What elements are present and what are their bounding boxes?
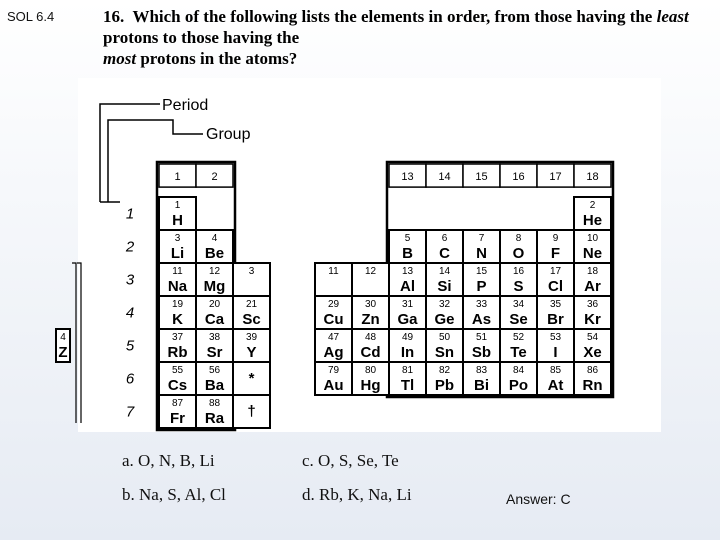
atomic-number: 50 <box>438 332 451 343</box>
atomic-number: 52 <box>512 332 525 343</box>
element-symbol: Bi <box>474 377 489 394</box>
atomic-number: 39 <box>245 332 258 343</box>
atomic-number: 14 <box>438 266 451 277</box>
element-symbol: Ag <box>323 344 344 361</box>
atomic-number: 11 <box>328 266 339 277</box>
element-symbol: Xe <box>583 344 602 361</box>
atomic-number: 82 <box>438 365 451 376</box>
period-number: 5 <box>125 337 135 355</box>
atomic-number: 31 <box>401 299 414 310</box>
element-symbol: Ba <box>204 377 225 394</box>
atomic-number: 88 <box>208 398 221 409</box>
element-symbol: F <box>550 245 561 262</box>
element-symbol: At <box>547 377 564 394</box>
element-symbol: Po <box>508 377 529 394</box>
element-symbol: S <box>513 278 524 295</box>
period-number: 7 <box>125 403 135 421</box>
element-symbol: Zn <box>361 311 380 328</box>
atomic-number: 5 <box>404 233 411 244</box>
element-symbol: Cs <box>167 377 188 394</box>
atomic-number: 3 <box>248 266 255 277</box>
choice-d[interactable]: d. Rb, K, Na, Li <box>302 485 412 504</box>
atomic-number: 85 <box>549 365 562 376</box>
atomic-number: 18 <box>586 266 599 277</box>
atomic-number: 32 <box>438 299 451 310</box>
element-symbol: Cl <box>548 278 563 295</box>
element-symbol: Ga <box>397 311 418 328</box>
element-symbol: Ra <box>204 410 225 427</box>
element-symbol: Mg <box>203 278 226 295</box>
element-symbol: B <box>402 245 413 262</box>
atomic-number: 13 <box>401 266 414 277</box>
element-symbol: K <box>172 311 183 328</box>
element-symbol: P <box>476 278 487 295</box>
atomic-number: 55 <box>171 365 184 376</box>
table-break-line <box>77 263 81 423</box>
answer-label: Answer: C <box>506 491 571 507</box>
element-symbol: C <box>439 245 450 262</box>
element-symbol: Fr <box>170 410 185 427</box>
question-number: 16. <box>103 7 125 26</box>
slide-tag: SOL 6.4 <box>7 9 55 24</box>
atomic-number: 21 <box>245 299 258 310</box>
group-number: 14 <box>438 171 451 183</box>
element-symbol: Cd <box>360 344 381 361</box>
atomic-number: 53 <box>549 332 562 343</box>
atomic-number: 16 <box>512 266 525 277</box>
element-symbol: Ca <box>204 311 225 328</box>
atomic-number: 3 <box>174 233 181 244</box>
element-symbol: * <box>248 370 255 387</box>
atomic-number: 2 <box>589 200 596 211</box>
group-label: Group <box>206 126 251 143</box>
element-symbol: Cu <box>323 311 344 328</box>
element-symbol: As <box>471 311 492 328</box>
atomic-number: 38 <box>208 332 221 343</box>
atomic-number: 47 <box>327 332 340 343</box>
atomic-number: 54 <box>586 332 599 343</box>
atomic-number: 36 <box>586 299 599 310</box>
group-number: 15 <box>475 171 488 183</box>
atomic-number: 51 <box>475 332 488 343</box>
group-number: 17 <box>549 171 562 183</box>
atomic-number: 49 <box>401 332 414 343</box>
choice-b[interactable]: b. Na, S, Al, Cl <box>122 485 226 504</box>
atomic-number: 34 <box>512 299 525 310</box>
period-number: 6 <box>125 370 135 388</box>
element-symbol: Ge <box>434 311 455 328</box>
question-emphasis-most: most <box>103 49 137 68</box>
question-part-3: protons in the atoms? <box>140 49 298 68</box>
element-symbol: Z <box>58 344 68 361</box>
element-symbol: Sr <box>206 344 223 361</box>
element-symbol: Ar <box>584 278 601 295</box>
atomic-number: 83 <box>475 365 488 376</box>
periodic-table-figure <box>58 78 661 432</box>
element-symbol: Al <box>400 278 415 295</box>
choice-c[interactable]: c. O, S, Se, Te <box>302 451 399 470</box>
atomic-number: 35 <box>549 299 562 310</box>
element-symbol: O <box>512 245 525 262</box>
element-symbol: He <box>582 212 603 229</box>
element-symbol: Sc <box>242 311 261 328</box>
element-symbol: Li <box>170 245 185 262</box>
atomic-number: 10 <box>586 233 599 244</box>
element-symbol: Kr <box>584 311 601 328</box>
group-number: 1 <box>174 171 181 183</box>
group-number: 13 <box>401 171 414 183</box>
element-symbol: Si <box>437 278 452 295</box>
atomic-number: 84 <box>512 365 525 376</box>
atomic-number: 12 <box>364 266 377 277</box>
atomic-number: 19 <box>171 299 184 310</box>
period-number: 3 <box>125 271 135 289</box>
element-symbol: † <box>247 403 256 420</box>
periodic-table-diagram <box>58 78 661 432</box>
group-number: 18 <box>586 171 599 183</box>
element-symbol: Au <box>323 377 344 394</box>
atomic-number: 86 <box>586 365 599 376</box>
atomic-number: 1 <box>174 200 181 211</box>
period-number: 1 <box>125 205 135 223</box>
atomic-number: 17 <box>549 266 562 277</box>
question-part-2: protons to those having the <box>103 28 300 47</box>
table-break-line <box>72 263 76 423</box>
group-number: 2 <box>211 171 218 183</box>
element-symbol: Tl <box>400 377 415 394</box>
atomic-number: 20 <box>208 299 221 310</box>
atomic-number: 4 <box>211 233 218 244</box>
atomic-number: 33 <box>475 299 488 310</box>
element-symbol: Te <box>510 344 527 361</box>
element-symbol: Se <box>509 311 528 328</box>
element-symbol: Br <box>547 311 564 328</box>
element-symbol: Rb <box>167 344 188 361</box>
atomic-number: 6 <box>441 233 448 244</box>
group-number: 16 <box>512 171 525 183</box>
element-symbol: Hg <box>360 377 381 394</box>
element-symbol: In <box>400 344 415 361</box>
period-label: Period <box>162 97 209 114</box>
choice-a[interactable]: a. O, N, B, Li <box>122 451 215 470</box>
period-number: 4 <box>125 304 135 322</box>
element-symbol: Pb <box>434 377 455 394</box>
element-symbol: Na <box>167 278 188 295</box>
element-grid <box>56 162 613 430</box>
question-text <box>103 6 703 69</box>
atomic-number: 29 <box>327 299 340 310</box>
atomic-number: 15 <box>475 266 488 277</box>
element-symbol: Y <box>246 344 257 361</box>
question-emphasis-least: least <box>656 7 689 26</box>
element-symbol: Sn <box>434 344 455 361</box>
atomic-number: 80 <box>364 365 377 376</box>
period-number: 2 <box>125 238 135 256</box>
question-part-1: Which of the following lists the elements in order, from those having the <box>132 7 653 26</box>
atomic-number: 56 <box>208 365 221 376</box>
element-symbol: Sb <box>471 344 492 361</box>
atomic-number: 87 <box>171 398 184 409</box>
atomic-number: 37 <box>171 332 184 343</box>
element-symbol: I <box>553 344 558 361</box>
atomic-number: 79 <box>327 365 340 376</box>
element-symbol: Ne <box>582 245 603 262</box>
element-symbol: H <box>172 212 183 229</box>
atomic-number: 4 <box>60 332 66 343</box>
atomic-number: 81 <box>401 365 414 376</box>
atomic-number: 30 <box>364 299 377 310</box>
atomic-number: 48 <box>364 332 377 343</box>
element-symbol: Rn <box>582 377 603 394</box>
element-symbol: Be <box>204 245 225 262</box>
atomic-number: 8 <box>515 233 522 244</box>
atomic-number: 7 <box>478 233 485 244</box>
atomic-number: 11 <box>172 266 183 277</box>
element-symbol: N <box>476 245 487 262</box>
atomic-number: 9 <box>552 233 559 244</box>
atomic-number: 12 <box>208 266 221 277</box>
